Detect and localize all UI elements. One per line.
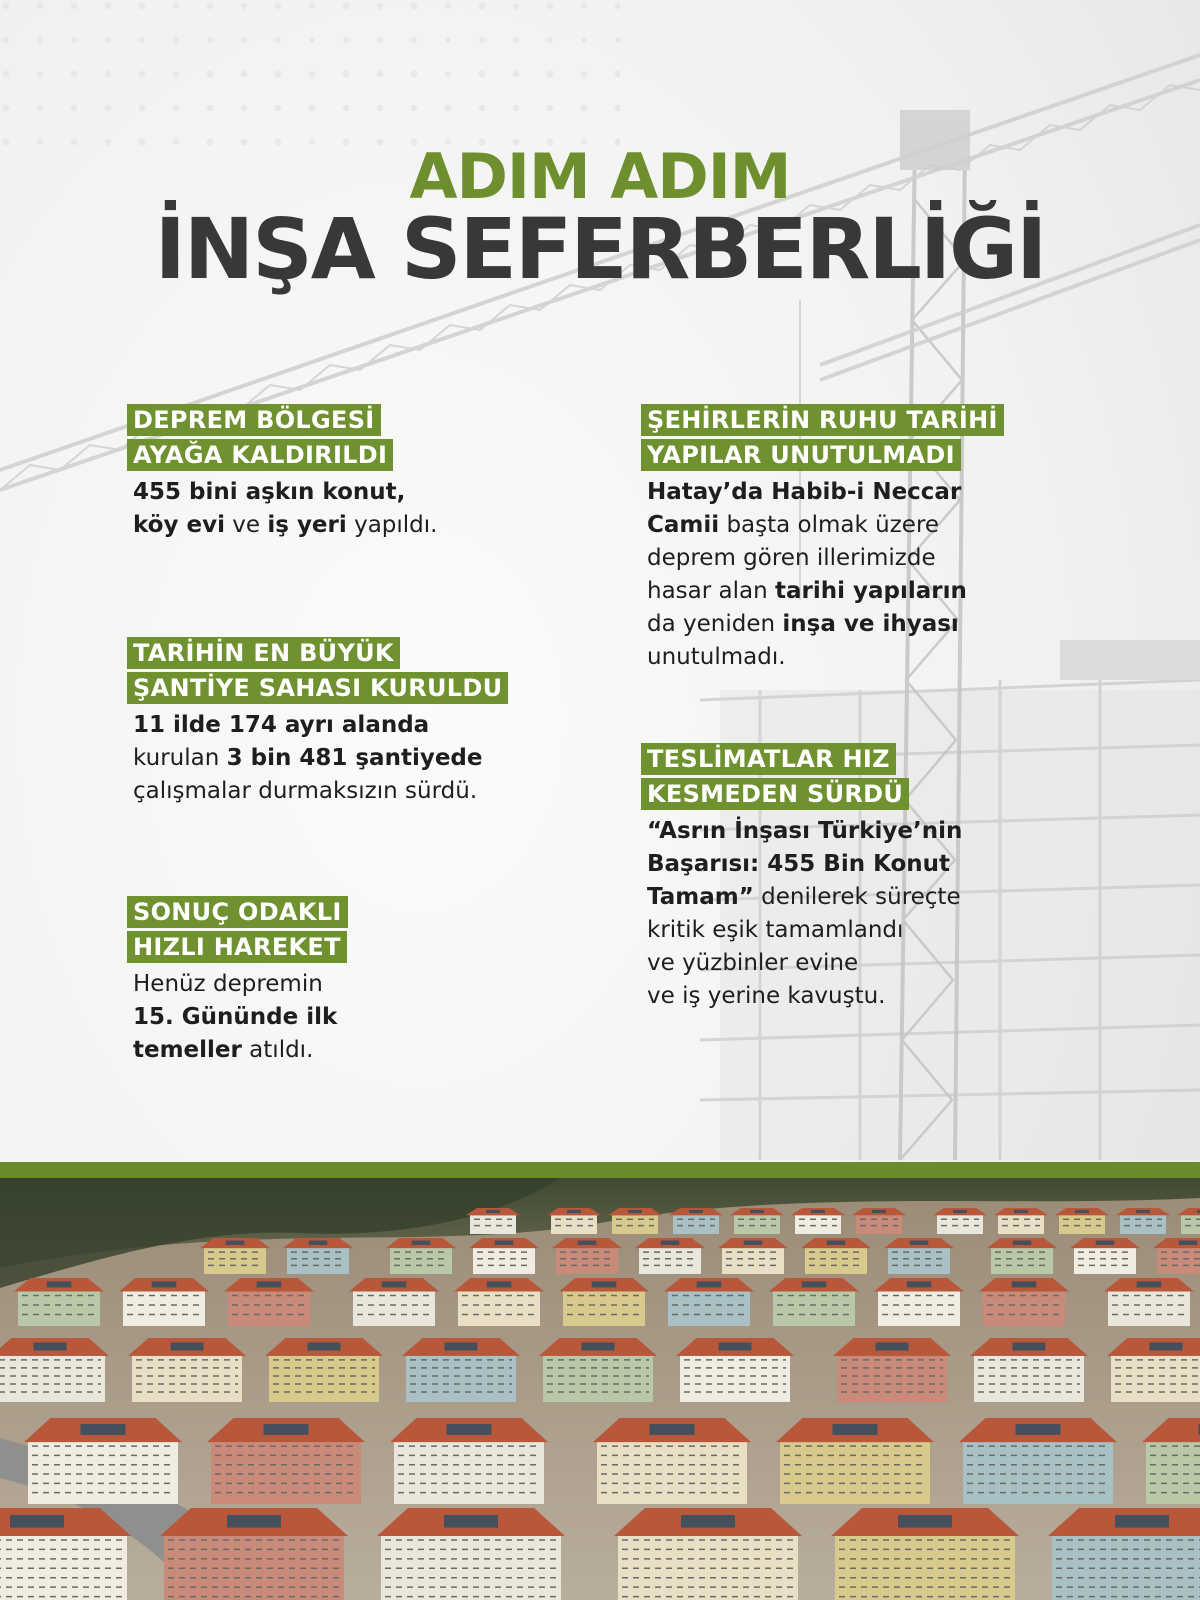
apartment-block	[831, 1508, 1019, 1600]
body-text: deprem gören illerimizde	[647, 545, 936, 571]
title-line-1: ADIM ADIM	[409, 140, 791, 213]
body-line	[133, 968, 348, 1001]
body-text: ve iş yerine kavuştu.	[647, 983, 886, 1009]
section-heading-line: KESMEDEN SÜRDÜ	[641, 778, 909, 810]
apartment-block	[676, 1338, 794, 1402]
body-text: ve	[224, 512, 268, 538]
apartment-block	[24, 1418, 182, 1504]
body-text: unutulmadı.	[647, 644, 786, 670]
apartment-block	[466, 1208, 520, 1234]
apartment-block	[539, 1338, 657, 1402]
apartment-block	[377, 1508, 565, 1600]
body-text-bold: Hatay’da Habib-i Neccar	[647, 479, 962, 505]
apartment-block	[801, 1238, 871, 1274]
apartment-block	[833, 1338, 951, 1402]
body-line	[133, 509, 437, 542]
body-text: atıldı.	[241, 1037, 314, 1063]
section-heading-line: ŞEHİRLERİN RUHU TARİHİ	[641, 404, 1004, 436]
body-line	[133, 476, 437, 509]
section-body	[647, 815, 962, 1013]
section-deprem-bolgesi	[127, 404, 437, 542]
section-teslimatlar	[641, 743, 962, 1013]
apartment-block	[718, 1238, 788, 1274]
body-line	[647, 608, 1004, 641]
apartment-block	[987, 1238, 1057, 1274]
body-text: kurulan	[133, 745, 227, 771]
section-heading-line: DEPREM BÖLGESİ	[127, 404, 381, 436]
section-body	[133, 709, 508, 808]
section-heading-line: AYAĞA KALDIRILDI	[127, 439, 393, 471]
apartment-block	[776, 1418, 934, 1504]
body-text: kritik eşik tamamlandı	[647, 917, 904, 943]
body-text: da yeniden	[647, 611, 783, 637]
apartment-block	[207, 1418, 365, 1504]
section-body	[647, 476, 1004, 674]
body-line	[647, 641, 1004, 674]
apartment-block	[1070, 1238, 1140, 1274]
section-heading-line: HIZLI HAREKET	[127, 931, 347, 963]
body-line	[133, 742, 508, 775]
apartment-block	[160, 1508, 348, 1600]
apartment-block	[390, 1418, 548, 1504]
apartment-block	[0, 1338, 109, 1402]
body-line	[133, 1034, 348, 1067]
section-heading	[641, 404, 1004, 474]
apartment-block	[1055, 1208, 1109, 1234]
apartment-block	[959, 1418, 1117, 1504]
apartment-block	[14, 1278, 104, 1326]
body-text: denilerek süreçte	[753, 884, 961, 910]
apartment-block	[283, 1238, 353, 1274]
apartment-block	[979, 1278, 1069, 1326]
apartment-block	[454, 1278, 544, 1326]
section-heading-line: YAPILAR UNUTULMADI	[641, 439, 961, 471]
section-heading	[127, 896, 348, 966]
body-line	[647, 914, 962, 947]
apartment-block	[386, 1238, 456, 1274]
body-text-bold: inşa ve ihyası	[782, 611, 959, 637]
apartment-block	[635, 1238, 705, 1274]
body-line	[133, 1001, 348, 1034]
section-body	[133, 968, 348, 1067]
body-line	[647, 815, 962, 848]
body-text-bold: temeller	[133, 1037, 242, 1063]
apartment-block	[730, 1208, 784, 1234]
apartment-block	[994, 1208, 1048, 1234]
apartment-block	[884, 1238, 954, 1274]
body-text: Henüz depremin	[133, 971, 323, 997]
apartment-block	[0, 1508, 131, 1600]
body-text: ve yüzbinler evine	[647, 950, 859, 976]
section-heading-line: TARİHİN EN BÜYÜK	[127, 637, 400, 669]
apartment-block	[933, 1208, 987, 1234]
section-body	[133, 476, 437, 542]
apartment-block	[608, 1208, 662, 1234]
body-line	[133, 709, 508, 742]
housing-aerial-photo	[0, 1178, 1200, 1600]
section-heading-line: ŞANTİYE SAHASI KURULDU	[127, 672, 508, 704]
apartment-block	[614, 1508, 802, 1600]
apartment-block	[1116, 1208, 1170, 1234]
body-text-bold: Başarısı: 455 Bin Konut	[647, 851, 951, 877]
body-text: hasar alan	[647, 578, 775, 604]
apartment-block	[874, 1278, 964, 1326]
apartment-block	[402, 1338, 520, 1402]
body-text-bold: Tamam”	[647, 884, 754, 910]
section-heading-line: SONUÇ ODAKLI	[127, 896, 348, 928]
apartment-block	[128, 1338, 246, 1402]
apartment-block	[552, 1238, 622, 1274]
section-heading	[641, 743, 962, 813]
body-text-bold: Camii	[647, 512, 720, 538]
apartment-block	[559, 1278, 649, 1326]
apartment-block	[200, 1238, 270, 1274]
apartment-block	[769, 1278, 859, 1326]
section-tarihi-yapilar	[641, 404, 1004, 674]
body-text-bold: tarihi yapıların	[774, 578, 967, 604]
apartment-block	[970, 1338, 1088, 1402]
apartment-block	[1107, 1338, 1200, 1402]
body-line	[647, 980, 962, 1013]
apartment-block	[119, 1278, 209, 1326]
body-line	[647, 542, 1004, 575]
body-text-bold: iş yeri	[267, 512, 347, 538]
section-heading-line: TESLİMATLAR HIZ	[641, 743, 896, 775]
apartment-block	[791, 1208, 845, 1234]
body-text-bold: “Asrın İnşası Türkiye’nin	[647, 818, 963, 844]
section-sonuc-odakli	[127, 896, 348, 1067]
body-text-bold: 15. Gününde ilk	[133, 1004, 338, 1030]
apartment-block	[1153, 1238, 1200, 1274]
apartment-block	[852, 1208, 906, 1234]
body-line	[647, 575, 1004, 608]
apartment-block	[593, 1418, 751, 1504]
section-santiye-sahasi	[127, 637, 508, 808]
body-text-bold: 11 ilde 174 ayrı alanda	[133, 712, 430, 738]
green-divider-band	[0, 1162, 1200, 1178]
apartment-block	[469, 1238, 539, 1274]
section-heading	[127, 637, 508, 707]
section-heading	[127, 404, 437, 474]
body-line	[133, 775, 508, 808]
apartment-block	[1048, 1508, 1200, 1600]
body-line	[647, 848, 962, 881]
body-line	[647, 509, 1004, 542]
apartment-block	[547, 1208, 601, 1234]
title-line-2: İNŞA SEFERBERLİĞİ	[154, 200, 1046, 298]
body-text-bold: 3 bin 481 şantiyede	[226, 745, 483, 771]
body-text: çalışmalar durmaksızın sürdü.	[133, 778, 478, 804]
body-line	[647, 947, 962, 980]
body-text: başta olmak üzere	[719, 512, 940, 538]
apartment-block	[224, 1278, 314, 1326]
body-text-bold: 455 bini aşkın konut,	[133, 479, 406, 505]
apartment-block	[669, 1208, 723, 1234]
apartment-block	[265, 1338, 383, 1402]
body-text: yapıldı.	[346, 512, 438, 538]
apartment-block	[1104, 1278, 1194, 1326]
apartment-block	[349, 1278, 439, 1326]
body-line	[647, 476, 1004, 509]
body-text-bold: köy evi	[133, 512, 225, 538]
body-line	[647, 881, 962, 914]
apartment-block	[664, 1278, 754, 1326]
